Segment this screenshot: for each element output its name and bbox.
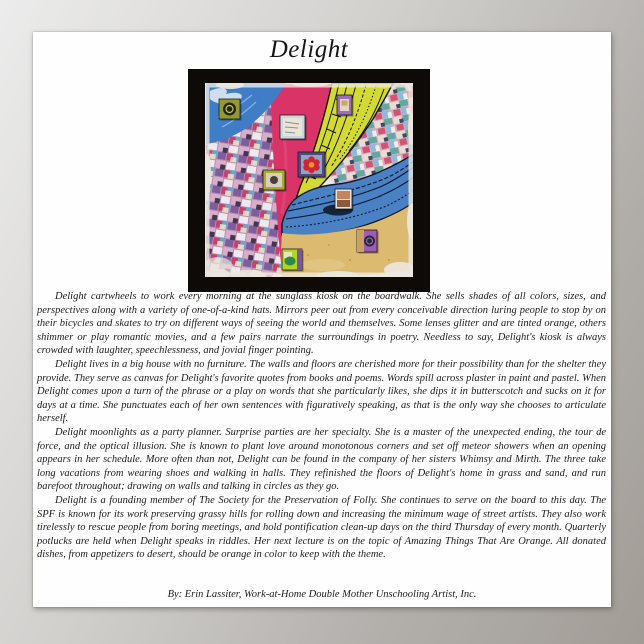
poster-header — [188, 34, 430, 292]
poster-preview[interactable] — [33, 32, 611, 607]
tile-beige-olive — [263, 170, 287, 192]
paragraph-kiosk: Delight cartwheels to work every morning at the sunglass kiosk on the boardwalk. She sells shades of all colors, sizes, and perspectives along with a variety of one-of-a-kind hats. Mirrors peer out from every conceivable direction luring people to stop by on their bicycles and skates to try on different ways of seeing the world and themselves. Some lenses glitter and are tinted orange, others shimmer or play romantic movies, and a few pairs narrate the surroundings in poetry. Needless to say, Delight's kiosk is always crowded with laughter, speechlessness, and jovial finger pointing. — [37, 291, 606, 357]
tile-green-blob — [282, 249, 304, 272]
tile-pastel-sketch — [280, 115, 307, 141]
tile-purple-spiral — [357, 230, 379, 254]
byline: By: Erin Lassiter, Work-at-Home Double Mother Unschooling Artist, Inc. — [167, 589, 477, 600]
paragraph-house: Delight lives in a big house with no furniture. The walls and floors are cherished more for their possibility than for the shelter they provide. They serve as canvas for Delight's favorite quotes from books and poems. Words spill across plaster in paint and pastel. When Delight comes upon a turn of the phrase or a play on words that she particularly likes, she dips it in butterscotch and sucks on it for days at a time. She punctuates each of her own sentences with figuratively speaking, as that is the only way she chooses to articulate herself. — [37, 358, 606, 425]
story-text — [37, 290, 606, 562]
tile-spiral-olive — [219, 99, 242, 121]
paragraph-society: Delight is a founding member of The Society for the Preservation of Folly. She continues to serve on the board to this day. The SPF is known for its work preserving grassy hills for rolling down and increasing the minimum wage of street artists. They also work tirelessly to rescue people from boring meetings, and hold pontification clean-up days on the third Thursday of every month. Quarterly potlucks are held when Delight speaks in riddles. Her next lecture is on the topic of Amazing Things That Are Orange. All donated dishes, from appetizers to desert, should be orange in color to keep with the theme. — [37, 494, 606, 561]
tile-purple-portrait — [337, 95, 354, 117]
page-title: Delight — [269, 36, 349, 63]
paragraph-party: Delight moonlights as a party planner. Surprise parties are her specialty. She is a master of the unexpected ending, the tour de force, and the optical illusion. She is known to plant love around monotonous corners and set off meteor showers when an opening appears in her schedule. More often than not, Delight can be found in the company of her sisters Whimsy and Mirth. The three take long vacations from wearing shoes and walking in halls. They refinished the floors of Delight's home in grass and sand, and run barefoot throughout; drawing on walls and talking in circles as they go. — [37, 426, 606, 493]
tile-red-flower — [298, 152, 327, 179]
artwork-image — [188, 69, 430, 292]
tile-white-photos — [335, 189, 354, 211]
